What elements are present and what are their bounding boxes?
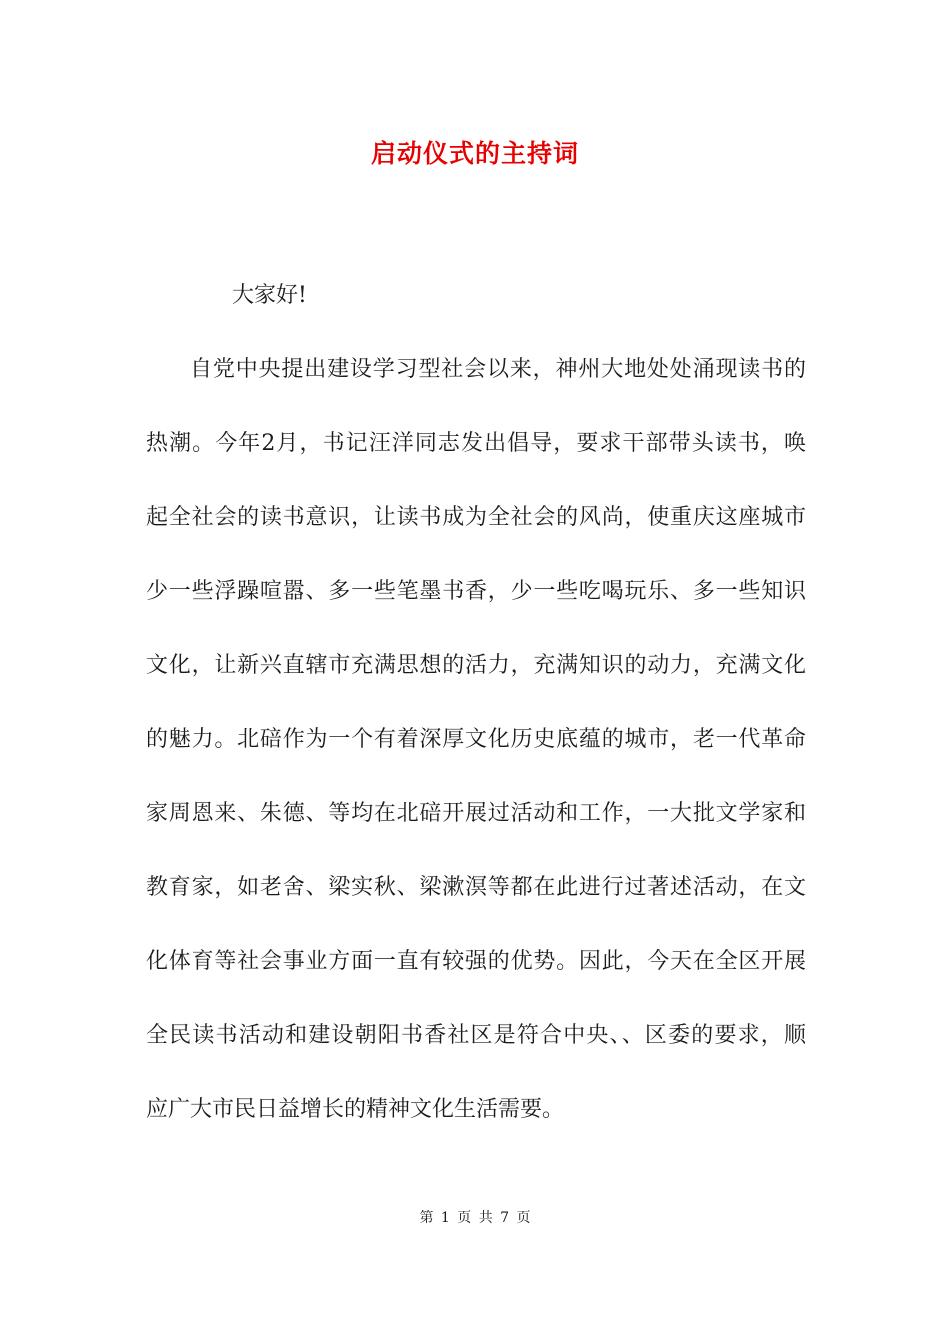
paragraph-line: 文化，让新兴直辖市充满思想的活力，充满知识的动力，充满文化 — [146, 653, 806, 678]
paragraph-line: 教育家，如老舍、梁实秋、梁漱溟等都在此进行过著述活动，在文 — [146, 875, 806, 900]
paragraph-line: 全民读书活动和建设朝阳书香社区是符合中央、、区委的要求，顺 — [146, 1023, 806, 1048]
paragraph-line: 的魅力。北碚作为一个有着深厚文化历史底蕴的城市，老一代革命 — [146, 727, 806, 752]
document-title: 启动仪式的主持词 — [370, 139, 579, 168]
paragraph-line: 家周恩来、朱德、等均在北碚开展过活动和工作，一大批文学家和 — [146, 801, 806, 826]
paragraph-line: 自党中央提出建设学习型社会以来，神州大地处处涌现读书的 — [190, 357, 806, 382]
paragraph-line: 热潮。今年2月，书记汪洋同志发出倡导，要求干部带头读书，唤 — [146, 431, 806, 456]
paragraph-line: 起全社会的读书意识，让读书成为全社会的风尚，使重庆这座城市 — [146, 505, 806, 530]
greeting: 大家好! — [232, 283, 307, 308]
paragraph-line: 少一些浮躁喧嚣、多一些笔墨书香，少一些吃喝玩乐、多一些知识 — [146, 579, 806, 604]
paragraph-line: 应广大市民日益增长的精神文化生活需要。 — [146, 1097, 565, 1122]
page-number-footer: 第 1 页 共 7 页 — [419, 1210, 531, 1226]
paragraph-line: 化体育等社会事业方面一直有较强的优势。因此，今天在全区开展 — [146, 949, 806, 974]
